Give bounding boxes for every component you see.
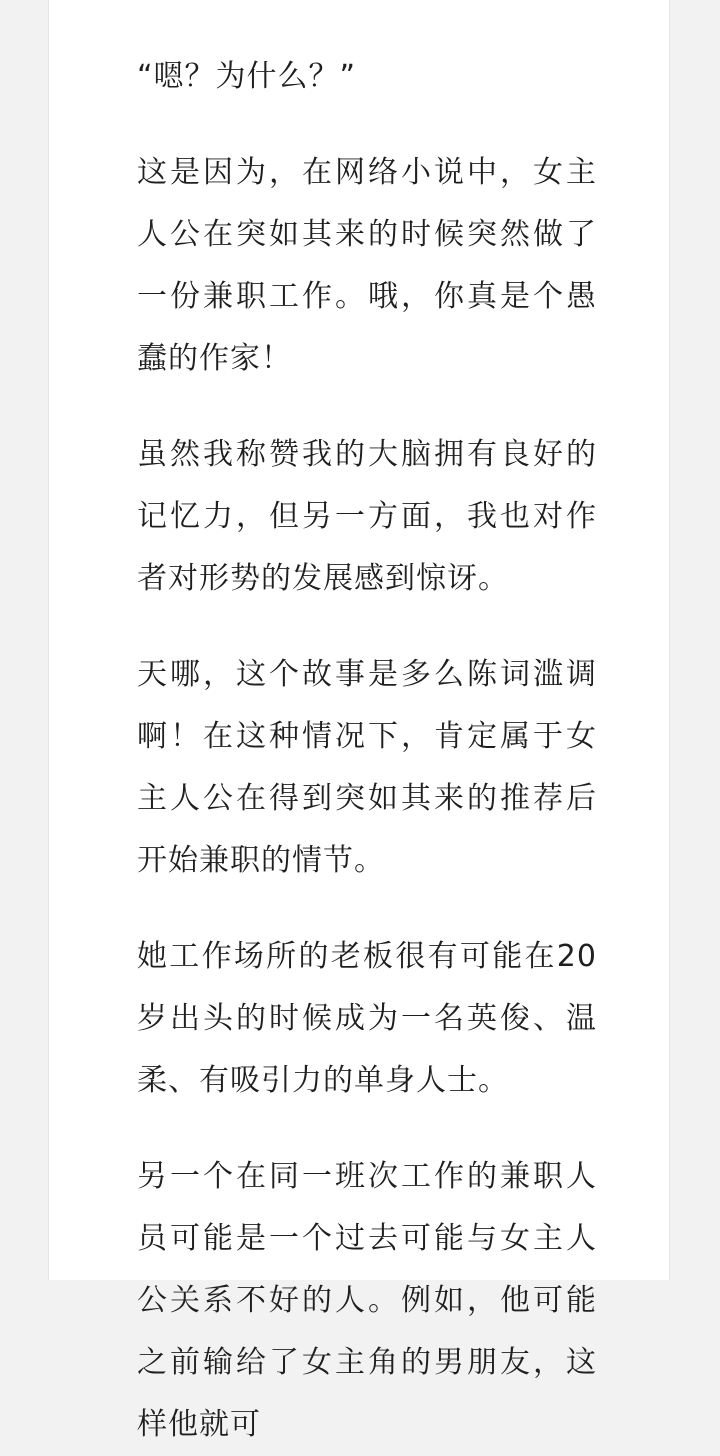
paragraph: 虽然我称赞我的大脑拥有良好的记忆力，但另一方面，我也对作者对形势的发展感到惊讶。 (137, 437, 597, 596)
paragraph: “嗯？为什么？” (137, 59, 357, 94)
paragraph: 天哪，这个故事是多么陈词滥调啊！在这种情况下，肯定属于女主人公在得到突如其来的推荐后开始兼职的情节。 (137, 657, 597, 878)
paragraph: 另一个在同一班次工作的兼职人员可能是一个过去可能与女主人公关系不好的人。例如，他可能之前输给了女主角的男朋友，这样他就可 (137, 1159, 597, 1442)
paragraph: 她工作场所的老板很有可能在20岁出头的时候成为一名英俊、温柔、有吸引力的单身人士。 (137, 939, 597, 1098)
paragraph: 这是因为，在网络小说中，女主人公在突如其来的时候突然做了一份兼职工作。哦，你真是个愚蠢的作家！ (137, 155, 597, 376)
article-body (137, 46, 597, 1456)
article-page (48, 0, 670, 1442)
